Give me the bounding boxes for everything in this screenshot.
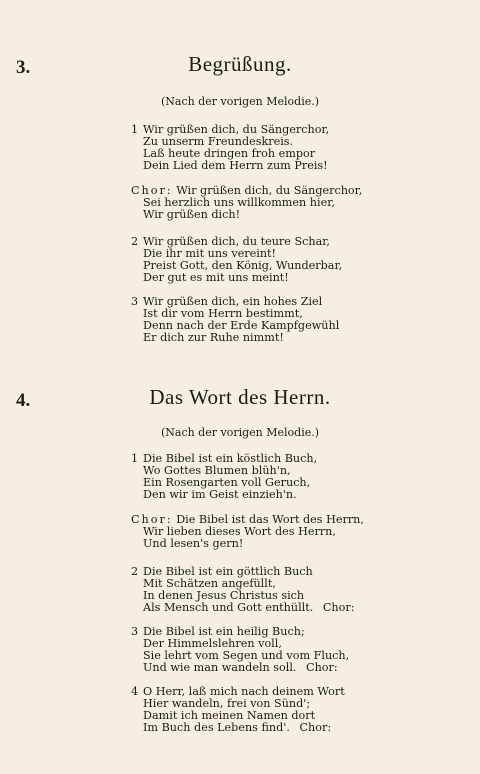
verse-line: Die Bibel ist ein göttlich Buch bbox=[143, 565, 313, 578]
verse-line: Als Mensch und Gott enthüllt. bbox=[143, 601, 314, 614]
verse-number: 2 bbox=[131, 565, 139, 578]
verse-line: Wir grüßen dich, du Sängerchor, bbox=[143, 123, 330, 136]
verse-line: Die ihr mit uns vereint! bbox=[143, 247, 277, 260]
verse-line: Laß heute dringen froh empor bbox=[143, 147, 316, 160]
verse-line: Wir grüßen dich, ein hohes Ziel bbox=[143, 295, 323, 308]
verse-line: Den wir im Geist einzieh'n. bbox=[143, 488, 297, 501]
verse-number: 1 bbox=[131, 452, 139, 465]
chorus-line: Sei herzlich uns willkommen hier, bbox=[143, 196, 335, 209]
verse-number: 2 bbox=[131, 235, 139, 248]
melody-note: (Nach der vorigen Melodie.) bbox=[160, 95, 320, 108]
chorus-line: Wir lieben dieses Wort des Herrn, bbox=[143, 525, 336, 538]
chorus-refrain: Chor: bbox=[322, 601, 355, 614]
hymn-number: 4. bbox=[16, 390, 31, 411]
verse-line: In denen Jesus Christus sich bbox=[143, 589, 305, 602]
melody-note: (Nach der vorigen Melodie.) bbox=[160, 426, 320, 439]
chorus-line: Die Bibel ist das Wort des Herrn, bbox=[176, 513, 364, 526]
chorus bbox=[131, 185, 362, 221]
verse-2 bbox=[131, 566, 354, 614]
chorus-label: Chor: bbox=[131, 184, 173, 197]
verse-line: Und wie man wandeln soll. bbox=[143, 661, 297, 674]
chorus-refrain: Chor: bbox=[306, 661, 338, 674]
verse-line: Der Himmelslehren voll, bbox=[143, 637, 282, 650]
verse-4 bbox=[131, 686, 345, 734]
verse-number: 4 bbox=[131, 685, 139, 698]
verse-line: Preist Gott, den König, Wunderbar, bbox=[143, 259, 343, 272]
verse-line: Mit Schätzen angefüllt, bbox=[143, 577, 276, 590]
verse-line: Ein Rosengarten voll Geruch, bbox=[143, 476, 311, 489]
verse-3 bbox=[131, 626, 349, 674]
verse-line: Dein Lied dem Herrn zum Preis! bbox=[143, 159, 328, 172]
verse-line: Der gut es mit uns meint! bbox=[143, 271, 289, 284]
verse-line: Im Buch des Lebens find'. bbox=[143, 721, 290, 734]
verse-line: Ist dir vom Herrn bestimmt, bbox=[143, 307, 303, 320]
verse-number: 3 bbox=[131, 625, 139, 638]
hymn-title: Begrüßung. bbox=[188, 52, 292, 76]
verse-line: Die Bibel ist ein heilig Buch; bbox=[143, 625, 305, 638]
chorus-line: Wir grüßen dich, du Sängerchor, bbox=[176, 184, 363, 197]
verse-line: Sie lehrt vom Segen und vom Fluch, bbox=[143, 649, 350, 662]
verse-line: Damit ich meinen Namen dort bbox=[143, 709, 316, 722]
verse-number: 1 bbox=[131, 123, 139, 136]
chorus-line: Und lesen's gern! bbox=[143, 537, 244, 550]
verse-number: 3 bbox=[131, 295, 139, 308]
verse-3 bbox=[131, 296, 339, 344]
chorus bbox=[131, 514, 364, 550]
verse-line: Wir grüßen dich, du teure Schar, bbox=[143, 235, 330, 248]
hymn-title: Das Wort des Herrn. bbox=[149, 385, 331, 409]
verse-line: O Herr, laß mich nach deinem Wort bbox=[143, 685, 345, 698]
hymn-number: 3. bbox=[16, 57, 31, 78]
verse-1 bbox=[131, 453, 317, 501]
verse-line: Die Bibel ist ein köstlich Buch, bbox=[143, 452, 318, 465]
chorus-line: Wir grüßen dich! bbox=[143, 208, 241, 221]
verse-2 bbox=[131, 236, 342, 284]
chorus-label: Chor: bbox=[131, 513, 173, 526]
verse-1 bbox=[131, 124, 329, 172]
verse-line: Er dich zur Ruhe nimmt! bbox=[143, 331, 284, 344]
verse-line: Hier wandeln, frei von Sünd'; bbox=[143, 697, 311, 710]
verse-line: Denn nach der Erde Kampfgewühl bbox=[143, 319, 340, 332]
chorus-refrain: Chor: bbox=[299, 721, 332, 734]
verse-line: Wo Gottes Blumen blüh'n, bbox=[143, 464, 291, 477]
verse-line: Zu unserm Freundeskreis. bbox=[143, 135, 294, 148]
